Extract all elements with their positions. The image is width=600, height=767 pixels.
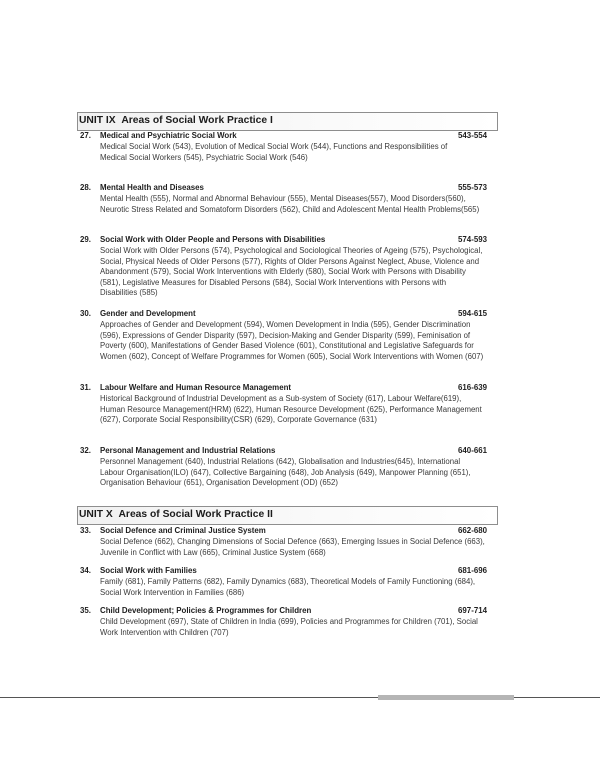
entry-description: Social Work with Older Persons (574), Psychological and Sociological Theories of Ageing (575), Psychological, Social, Physical Needs of Older Persons (577), Rights of Older Persons Against Neglect, Abuse, Violence and Abandonment (579), Social Work Interventions with Elderly (580), Social Work with Persons with Disability (581), Legislative Measures for Disabled Persons (584), Social Work Interventions with Persons with Disabilities (585): [100, 246, 483, 297]
entry-number: 30.: [80, 309, 91, 318]
entry-page-range: 555-573: [458, 183, 487, 192]
entry-title: Medical and Psychiatric Social Work: [100, 131, 237, 140]
entry-title: Social Work with Older People and Persons with Disabilities: [100, 235, 326, 244]
unit-heading: UNIT X Areas of Social Work Practice II: [79, 509, 273, 520]
entry-number: 35.: [80, 606, 91, 615]
entry-number: 29.: [80, 235, 91, 244]
entry-description: Mental Health (555), Normal and Abnormal Behaviour (555), Mental Diseases(557), Mood Disorders(560), Neurotic Stress Related and Somatoform Disorders (562), Child and Adolescent Mental Health Problems(565): [100, 194, 480, 214]
entry-description: Child Development (697), State of Children in India (699), Policies and Programmes for Children (701), Social Work Intervention with Children (707): [100, 617, 478, 637]
entry-page-range: 616-639: [458, 383, 487, 392]
entry-title: Gender and Development: [100, 309, 196, 318]
entry-page-range: 594-615: [458, 309, 487, 318]
entry-number: 31.: [80, 383, 91, 392]
entry-number: 32.: [80, 446, 91, 455]
entry-title: Social Work with Families: [100, 566, 197, 575]
entry-title: Labour Welfare and Human Resource Management: [100, 383, 292, 392]
entry-page-range: 681-696: [458, 566, 487, 575]
entry-description: Social Defence (662), Changing Dimensions of Social Defence (663), Emerging Issues in Social Defence (663), Juvenile in Conflict with Law (665), Criminal Justice System (668): [100, 537, 485, 557]
unit-header: [77, 506, 498, 525]
entry-number: 27.: [80, 131, 91, 140]
entry-description: Approaches of Gender and Development (594), Women Development in India (595), Gender Discrimination (596), Expressions of Gender Disparity (597), Decision-Making and Gender Disparity (599), Feminisation of Poverty (600), Manifestations of Gender Based Violence (601), Constitutional and Legislative Safeguards for Women (602), Concept of Welfare Programmes for Women (605), Social Work Interventions with Women (607): [100, 320, 484, 361]
footer-accent-bar: [378, 695, 514, 700]
entry-title: Mental Health and Diseases: [100, 183, 204, 192]
entry-page-range: 574-593: [458, 235, 487, 244]
entry-title: Personal Management and Industrial Relations: [100, 446, 276, 455]
entry-number: 34.: [80, 566, 91, 575]
entry-description: Medical Social Work (543), Evolution of Medical Social Work (544), Functions and Responsibilities of Medical Social Workers (545), Psychiatric Social Work (546): [100, 142, 448, 162]
unit-header: [77, 112, 498, 131]
entry-description: Historical Background of Industrial Development as a Sub-system of Society (617), Labour Welfare(619), Human Resource Management(HRM) (622), Human Resource Development (625), Performance Management (627), Corporate Social Responsibility(CSR) (629), Corporate Governance (631): [100, 394, 482, 424]
entry-page-range: 640-661: [458, 446, 487, 455]
entry-title: Social Defence and Criminal Justice System: [100, 526, 266, 535]
entry-description: Family (681), Family Patterns (682), Family Dynamics (683), Theoretical Models of Family Functioning (684), Social Work Intervention in Families (686): [100, 577, 476, 597]
unit-heading: UNIT IX Areas of Social Work Practice I: [79, 115, 273, 126]
entry-title: Child Development; Policies & Programmes for Children: [100, 606, 312, 615]
entry-description: Personnel Management (640), Industrial Relations (642), Globalisation and Industries(645), International Labour Organisation(ILO) (647), Collective Bargaining (648), Job Analysis (649), Manpower Planning (651), Organisation Behaviour (651), Organisation Development (OD) (652): [100, 457, 471, 487]
entry-page-range: 543-554: [458, 131, 487, 140]
entry-page-range: 697-714: [458, 606, 487, 615]
entry-number: 28.: [80, 183, 91, 192]
entry-page-range: 662-680: [458, 526, 487, 535]
entry-number: 33.: [80, 526, 91, 535]
